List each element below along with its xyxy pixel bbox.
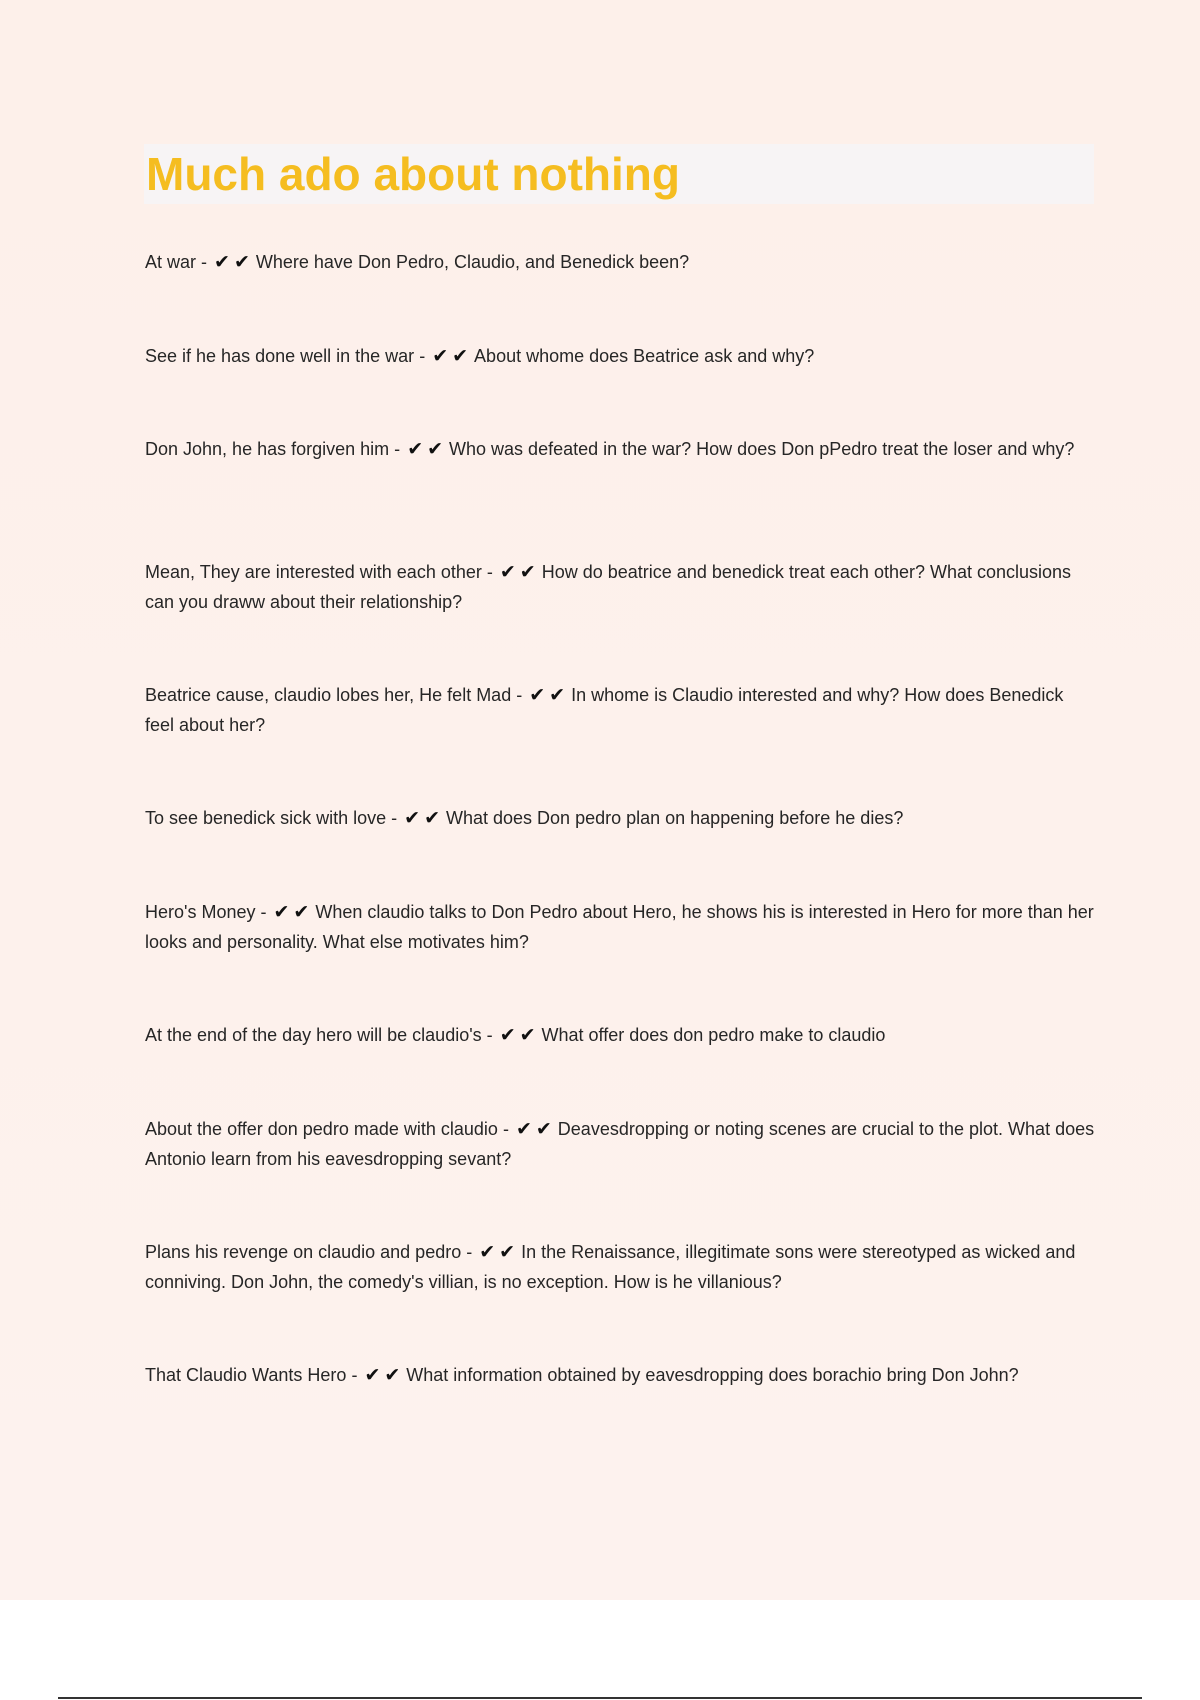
answer-text: Don John, he has forgiven him (145, 439, 390, 459)
question-text: What offer does don pedro make to claudio (541, 1025, 886, 1045)
flashcard-item (145, 1360, 1095, 1483)
footer-divider (58, 1697, 1142, 1699)
question-text: How do beatrice and benedick treat each other? What conclusions can you draww about their relationship? (145, 562, 1072, 612)
separator: - (260, 902, 267, 922)
answer-text: See if he has done well in the war (145, 346, 415, 366)
flashcard-item (145, 897, 1095, 1020)
question-text: Who was defeated in the war? How does Don pPedro treat the loser and why? (449, 439, 1075, 459)
document-title: Much ado about nothing (146, 148, 681, 200)
separator: - (394, 439, 401, 459)
separator: - (516, 685, 523, 705)
check-marks-icon: ✔✔ (515, 1118, 556, 1140)
flashcard-item (145, 1114, 1095, 1237)
flashcard-item (145, 803, 1095, 897)
question-text: Where have Don Pedro, Claudio, and Benedick been? (255, 252, 690, 272)
question-text: In the Renaissance, illegitimate sons were stereotyped as wicked and conniving. Don John, the comedy's villian, is no exception. How is he villanious? (145, 1242, 1076, 1292)
separator: - (486, 1025, 493, 1045)
question-text: What information obtained by eavesdropping does borachio bring Don John? (406, 1365, 1019, 1385)
answer-text: Beatrice cause, claudio lobes her, He felt Mad (145, 685, 512, 705)
flashcard-item (145, 680, 1095, 803)
separator: - (351, 1365, 358, 1385)
check-marks-icon: ✔✔ (364, 1364, 405, 1386)
answer-text: At war (145, 252, 197, 272)
separator: - (201, 252, 208, 272)
check-marks-icon: ✔✔ (432, 345, 473, 367)
question-text: About whome does Beatrice ask and why? (474, 346, 815, 366)
flashcard-item (145, 434, 1095, 557)
answer-text: Plans his revenge on claudio and pedro (145, 1242, 462, 1262)
check-marks-icon: ✔✔ (273, 901, 314, 923)
answer-text: That Claudio Wants Hero (145, 1365, 347, 1385)
answer-text: Mean, They are interested with each other (145, 562, 482, 582)
question-text: Deavesdropping or noting scenes are crucial to the plot. What does Antonio learn from his eavesdropping sevant? (145, 1119, 1095, 1169)
check-marks-icon: ✔✔ (499, 561, 540, 583)
check-marks-icon: ✔✔ (479, 1241, 520, 1263)
question-text: What does Don pedro plan on happening before he dies? (446, 808, 904, 828)
separator: - (466, 1242, 473, 1262)
flashcard-item (145, 1237, 1095, 1360)
check-marks-icon: ✔✔ (404, 807, 444, 829)
answer-text: At the end of the day hero will be claudio's (145, 1025, 482, 1045)
flashcard-item (145, 1020, 1095, 1114)
separator: - (391, 808, 398, 828)
question-text: When claudio talks to Don Pedro about Hero, he shows his is interested in Hero for more than her looks and personality. What else motivates him? (145, 902, 1094, 952)
check-marks-icon: ✔✔ (529, 684, 570, 706)
check-marks-icon: ✔✔ (499, 1024, 540, 1046)
separator: - (502, 1119, 509, 1139)
answer-text: To see benedick sick with love (145, 808, 387, 828)
flashcard-item (145, 247, 1095, 341)
check-marks-icon: ✔✔ (214, 251, 254, 273)
separator: - (486, 562, 493, 582)
check-marks-icon: ✔✔ (407, 438, 448, 460)
flashcard-item (145, 557, 1095, 680)
flashcard-item (145, 341, 1095, 434)
separator: - (419, 346, 426, 366)
answer-text: About the offer don pedro made with claudio (145, 1119, 498, 1139)
answer-text: Hero's Money (145, 902, 256, 922)
question-text: In whome is Claudio interested and why? How does Benedick feel about her? (145, 685, 1064, 735)
flashcard-list (145, 247, 1095, 1483)
